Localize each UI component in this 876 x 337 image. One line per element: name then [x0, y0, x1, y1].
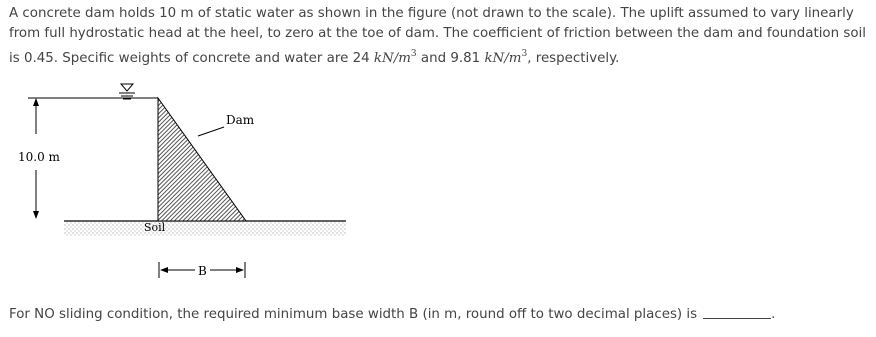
question-text-part1: A concrete dam holds 10 m of static water as shown in the figure (not drawn to the scale). The uplift assumed to vary linearly from full hydrostatic head at the heel, to zero at the toe of dam. The coefficient of friction between the dam and foundation soil is 0.45. Specific weights of concrete and water are 24 — [9, 6, 866, 66]
soil-label: Soil — [144, 221, 166, 234]
unit-concrete: kN/m — [373, 51, 411, 66]
unit-water-exponent: 3 — [521, 49, 528, 59]
question-text-part3: , respectively. — [527, 51, 620, 66]
unit-concrete-exponent: 3 — [410, 49, 417, 59]
soil-hatch — [64, 222, 346, 236]
unit-water: kN/m — [484, 51, 522, 66]
water-surface-icon — [119, 84, 135, 99]
height-label: 10.0 m — [18, 150, 60, 164]
dam-label: Dam — [226, 113, 255, 127]
base-label: B — [198, 264, 207, 278]
answer-prompt-text: For NO sliding condition, the required minimum base width B (in m, round off to two decimal places) is — [9, 307, 698, 322]
dam-leader-line — [198, 127, 224, 136]
question-text-part2: and 9.81 — [416, 51, 485, 66]
answer-prompt: For NO sliding condition, the required minimum base width B (in m, round off to two decimal places) is . — [9, 304, 775, 325]
answer-blank[interactable] — [703, 304, 771, 319]
